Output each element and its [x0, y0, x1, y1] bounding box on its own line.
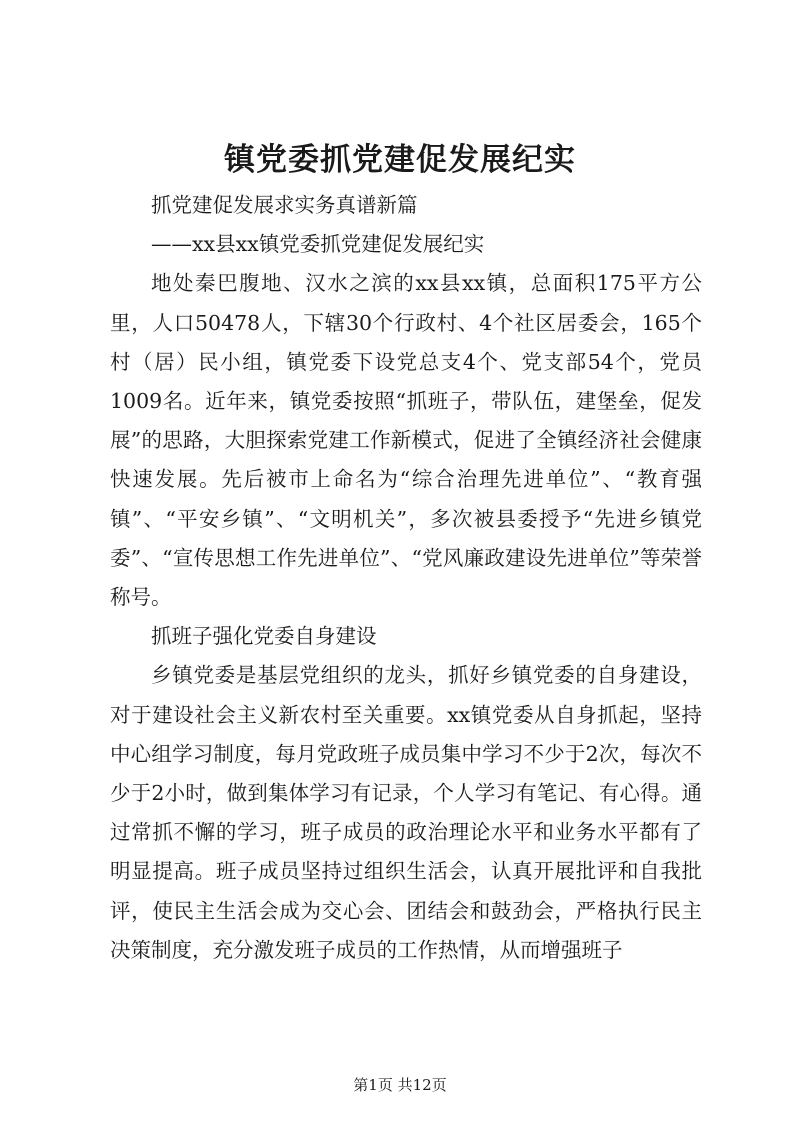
section-body-paragraph: 乡镇党委是基层党组织的龙头，抓好乡镇党委的自身建设，对于建设社会主义新农村至关重要。xx镇党委从自身抓起，坚持中心组学习制度，每月党政班子成员集中学习不少于2次，每次不少于2小时，做到集体学习有记录，个人学习有笔记、有心得。通过常抓不懈的学习，班子成员的政治理论水平和业务水平都有了明显提高。班子成员坚持过组织生活会，认真开展批评和自我批评，使民主生活会成为交心会、团结会和鼓劲会，严格执行民主决策制度，充分激发班子成员的工作热情，从而增强班子 — [110, 663, 702, 962]
section-heading-paragraph: 抓班子强化党委自身建设 — [151, 624, 377, 649]
intro-paragraph: 地处秦巴腹地、汉水之滨的xx县xx镇，总面积175平方公里，人口50478人，下辖30个行政村、4个社区居委会，165个村（居）民小组，镇党委下设党总支4个、党支部54个，党员1009名。近年来，镇党委按照“抓班子，带队伍，建堡垒，促发展”的思路，大胆探索党建工作新模式，促进了全镇经济社会健康快速发展。先后被市上命名为“综合治理先进单位”、“教育强镇”、“平安乡镇”、“文明机关”，多次被县委授予“先进乡镇党委”、“宣传思想工作先进单位”、“党风廉政建设先进单位”等荣誉称号。 — [110, 271, 702, 610]
document-title: 镇党委抓党建促发展纪实 — [224, 142, 576, 178]
page-footer: 第1页 共12页 — [353, 1076, 447, 1094]
subtitle-byline-paragraph: ——xx县xx镇党委抓党建促发展纪实 — [151, 232, 485, 257]
document-body — [110, 186, 702, 970]
subtitle-paragraph: 抓党建促发展求实务真谱新篇 — [151, 193, 418, 217]
